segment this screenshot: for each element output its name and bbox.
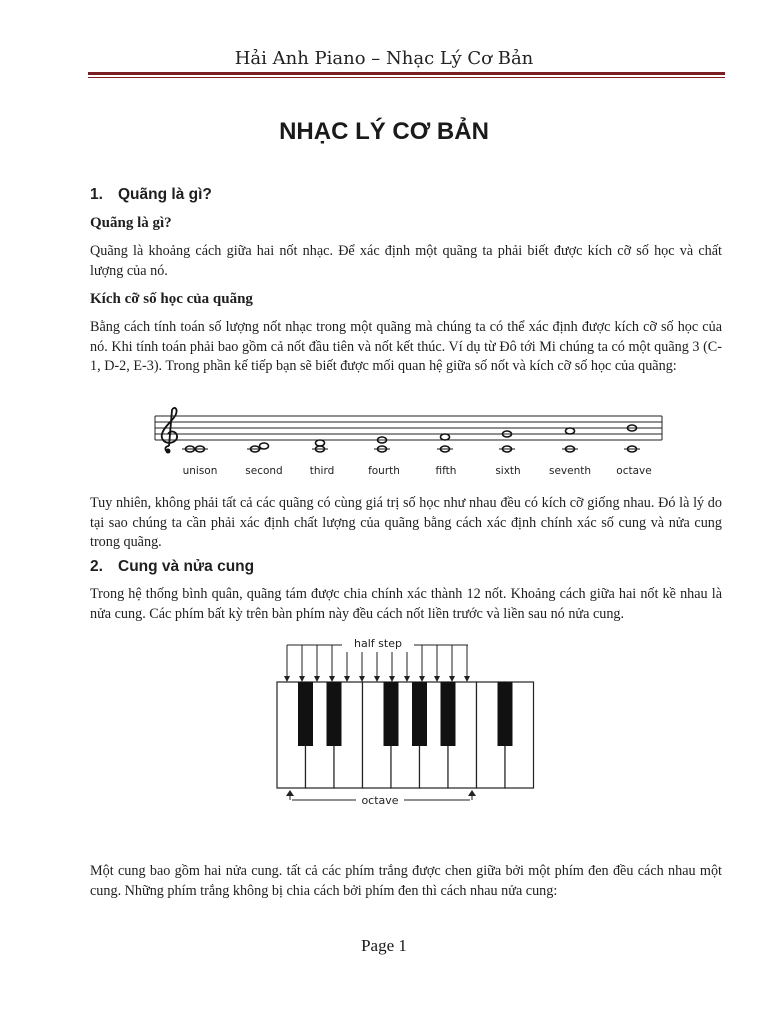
header-rule-thin bbox=[88, 77, 725, 78]
section-2-heading bbox=[90, 558, 254, 576]
paragraph-interval-quality: Tuy nhiên, không phải tất cả các quãng có cùng giá trị số học như nhau đều có kích cỡ giống nhau. Đó là lý do tại sao chúng ta cần phải xác định chất lượng của quãng bằng cách xác định chính xác số cung và nửa cung trong quãng. bbox=[90, 495, 722, 550]
interval-label-octave: octave bbox=[616, 465, 652, 477]
page-number: Page 1 bbox=[361, 936, 407, 955]
white-keys bbox=[277, 682, 534, 788]
black-key bbox=[441, 682, 456, 746]
subheading-numeric-size: Kích cỡ số học của quãng bbox=[90, 291, 253, 307]
black-key bbox=[298, 682, 313, 746]
interval-staff-svg bbox=[150, 404, 670, 482]
interval-label-fifth: fifth bbox=[435, 465, 457, 477]
section-2-number: 2. bbox=[90, 558, 103, 575]
black-key bbox=[412, 682, 427, 746]
black-key bbox=[327, 682, 342, 746]
paragraph-interval-definition: Quãng là khoảng cách giữa hai nốt nhạc. Để xác định một quãng ta phải biết được kích cỡ số học và chất lượng của nó. bbox=[90, 243, 722, 279]
keyboard-svg bbox=[272, 632, 542, 812]
interval-label-unison: unison bbox=[182, 465, 218, 477]
interval-staff-figure bbox=[150, 404, 670, 482]
interval-label-second: second bbox=[245, 465, 283, 477]
black-key bbox=[384, 682, 399, 746]
section-1-number: 1. bbox=[90, 186, 103, 203]
page-title: NHẠC LÝ CƠ BẢN bbox=[279, 118, 489, 145]
keyboard-figure bbox=[272, 632, 542, 812]
paragraph-numeric-size: Bằng cách tính toán số lượng nốt nhạc trong một quãng mà chúng ta có thể xác định được kích cỡ số học của nó. Khi tính toán phải bao gồm cả nốt đầu tiên và nốt kết thúc. Ví dụ từ Đô tới Mi chúng ta có một quãng 3 (C-1, D-2, E-3). Trong phần kế tiếp bạn sẽ biết được mối quan hệ giữa số nốt và kích cỡ số học của quãng: bbox=[90, 319, 722, 374]
interval-label-sixth: sixth bbox=[495, 465, 521, 477]
header-rule bbox=[88, 72, 725, 75]
subheading-what-is-interval: Quãng là gì? bbox=[90, 215, 172, 231]
section-1-heading bbox=[90, 186, 212, 204]
treble-clef-icon bbox=[162, 408, 177, 454]
octave-label: octave bbox=[361, 794, 399, 807]
section-1-title: Quãng là gì? bbox=[118, 186, 212, 203]
paragraph-half-steps: Trong hệ thống bình quân, quãng tám được chia chính xác thành 12 nốt. Khoảng cách giữa hai nốt kề nhau là nửa cung. Các phím bất kỳ trên bàn phím này đều cách nốt liền trước và liền sau nó nửa cung. bbox=[90, 586, 722, 622]
half-step-arrowheads bbox=[284, 676, 470, 682]
black-key bbox=[498, 682, 513, 746]
interval-notes bbox=[182, 425, 640, 452]
half-step-label: half step bbox=[354, 637, 402, 650]
section-2-title: Cung và nửa cung bbox=[118, 558, 255, 575]
paragraph-whole-steps: Một cung bao gồm hai nửa cung. tất cả các phím trắng được chen giữa bởi một phím đen đều cách nhau một cung. Những phím trắng không bị chia cách bởi phím đen thì cách nhau nửa cung: bbox=[90, 863, 722, 899]
running-header: Hải Anh Piano – Nhạc Lý Cơ Bản bbox=[234, 48, 534, 69]
interval-label-seventh: seventh bbox=[548, 465, 592, 477]
interval-label-third: third bbox=[309, 465, 335, 477]
interval-label-fourth: fourth bbox=[368, 465, 400, 477]
